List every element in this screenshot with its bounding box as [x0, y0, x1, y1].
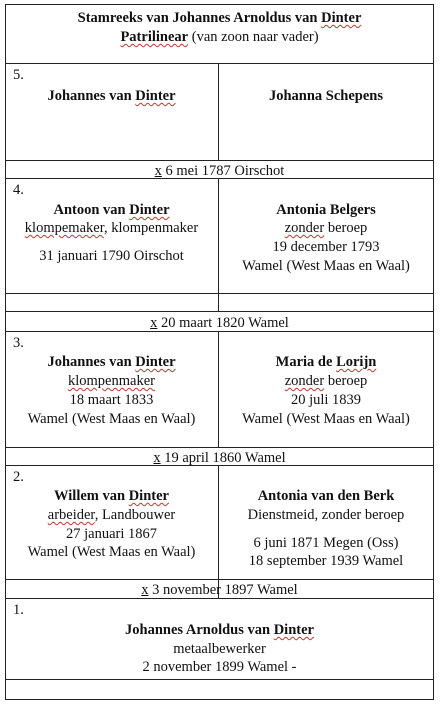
mother-occupation: zonder beroep — [284, 220, 368, 236]
row-divider — [5, 311, 434, 312]
mother-birth: 19 december 1793 — [272, 239, 380, 255]
mother-birthplace: Wamel (West Maas en Waal) — [242, 411, 410, 427]
row-divider — [5, 293, 434, 294]
mother-occupation: zonder beroep — [284, 373, 368, 389]
generation-number: 3. — [13, 335, 24, 351]
father-birthplace: Wamel (West Maas en Waal) — [27, 411, 196, 427]
column-divider — [218, 465, 219, 598]
mother-death: 18 september 1939 Wamel — [248, 553, 404, 569]
row-divider — [5, 679, 434, 680]
father-birth: 31 januari 1790 Oirschot — [39, 248, 184, 264]
marriage-line: x 20 maart 1820 Wamel — [150, 315, 289, 331]
father-name: Antoon van Dinter — [53, 202, 170, 218]
father-birth: 27 januari 1867 — [65, 526, 157, 542]
page-subtitle: Patrilinear (van zoon naar vader) — [120, 29, 319, 45]
father-birth: 18 maart 1833 — [69, 392, 154, 408]
father-occupation: klompemaker, klompenmaker — [24, 220, 199, 236]
mother-name: Johanna Schepens — [268, 88, 384, 104]
marriage-line: x 19 april 1860 Wamel — [153, 450, 286, 466]
marriage-line: x 6 mei 1787 Oirschot — [154, 163, 285, 179]
marriage-line: x 3 november 1897 Wamel — [141, 582, 298, 598]
mother-birth: 20 juli 1839 — [290, 392, 362, 408]
father-occupation: arbeider, Landbouwer — [47, 507, 176, 523]
mother-name: Antonia van den Berk — [257, 488, 395, 504]
row-divider — [5, 579, 434, 580]
person-birth: 2 november 1899 Wamel - — [142, 659, 297, 675]
generation-number: 1. — [13, 602, 24, 618]
row-divider — [5, 160, 434, 161]
mother-birthplace: Wamel (West Maas en Waal) — [242, 258, 410, 274]
mother-name: Maria de Lorijn — [275, 354, 377, 370]
person-occupation: metaalbewerker — [173, 641, 266, 657]
generation-number: 2. — [13, 469, 24, 485]
mother-occupation: Dienstmeid, zonder beroep — [247, 507, 405, 523]
generation-number: 5. — [13, 67, 24, 83]
column-divider — [218, 63, 219, 160]
person-name: Johannes Arnoldus van Dinter — [125, 622, 314, 638]
father-name: Johannes van Dinter — [47, 354, 176, 370]
generation-number: 4. — [13, 182, 24, 198]
row-divider — [5, 63, 434, 64]
father-name: Willem van Dinter — [54, 488, 169, 504]
page-title: Stamreeks van Johannes Arnoldus van Dinter — [77, 10, 362, 26]
father-name: Johannes van Dinter — [47, 88, 176, 104]
father-occupation: klompenmaker — [68, 373, 155, 389]
mother-name: Antonia Belgers — [276, 202, 376, 218]
father-birthplace: Wamel (West Maas en Waal) — [27, 544, 196, 560]
row-divider — [5, 447, 434, 448]
mother-birth: 6 juni 1871 Megen (Oss) — [253, 535, 399, 551]
